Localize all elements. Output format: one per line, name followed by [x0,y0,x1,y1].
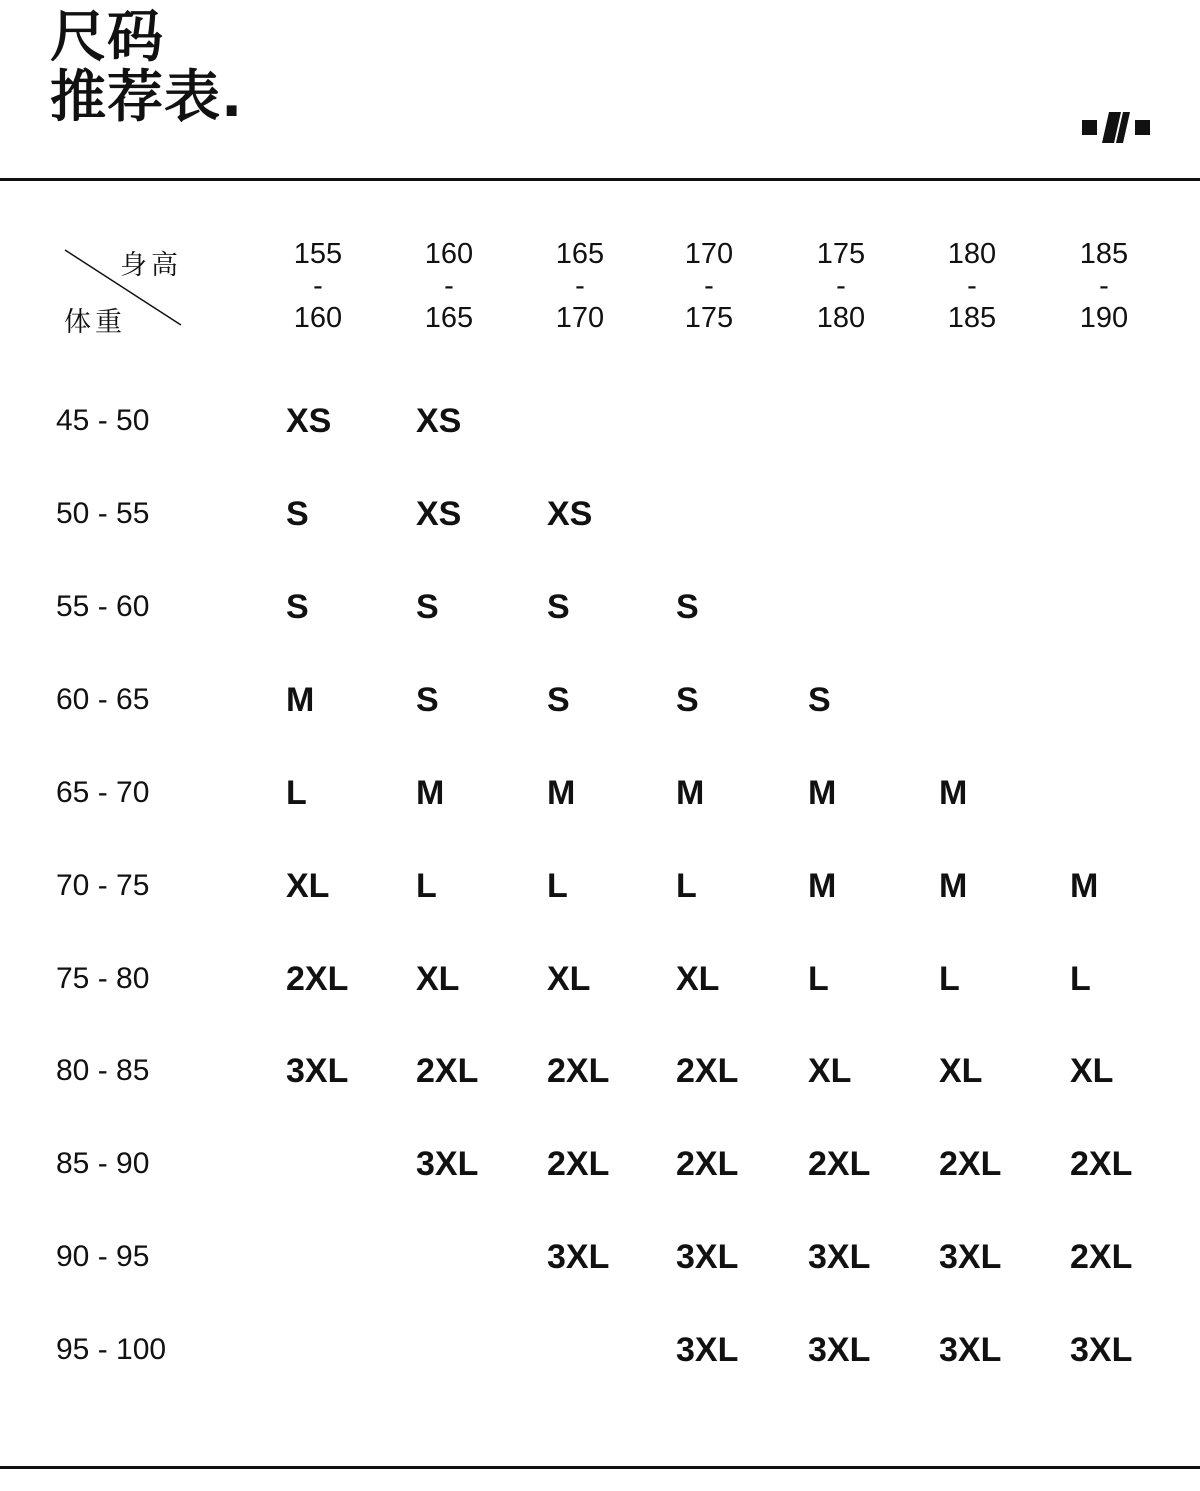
weight-row-label: 50 - 55 [56,497,150,530]
size-cell: 2XL [547,1145,610,1183]
size-cell: 2XL [416,1052,479,1090]
brand-logo-icon [1082,112,1152,146]
size-cell: S [286,495,309,533]
size-cell: XS [547,495,593,533]
size-cell: L [286,774,307,812]
size-cell: S [416,681,439,719]
height-range-sep: - [704,270,714,302]
height-range-sep: - [836,270,846,302]
weight-row-label: 75 - 80 [56,962,150,995]
size-cell: 2XL [286,960,349,998]
height-range-from: 170 [684,238,734,270]
size-cell: L [1070,960,1091,998]
weight-row-label: 70 - 75 [56,869,150,902]
height-range-from: 175 [816,238,866,270]
size-cell: XL [547,960,591,998]
page-title [50,5,244,130]
size-cell: 3XL [808,1238,871,1276]
size-cell: M [808,867,837,905]
size-cell: XL [939,1052,983,1090]
size-cell: S [808,681,831,719]
size-cell: XL [676,960,720,998]
size-cell: S [547,588,570,626]
size-cell: M [808,774,837,812]
weight-row-label: 45 - 50 [56,404,150,437]
size-cell: XL [1070,1052,1114,1090]
size-cell: 3XL [939,1331,1002,1369]
size-cell: 2XL [939,1145,1002,1183]
size-cell: 3XL [808,1331,871,1369]
height-column-header [535,238,625,334]
size-cell: XL [416,960,460,998]
size-cell: M [939,774,968,812]
bottom-divider [0,1466,1200,1469]
size-cell: 2XL [808,1145,871,1183]
height-range-to: 170 [555,302,605,334]
height-range-from: 155 [293,238,343,270]
size-cell: M [939,867,968,905]
size-cell: XS [416,495,462,533]
height-range-to: 185 [947,302,997,334]
height-column-header [1059,238,1149,334]
height-range-sep: - [575,270,585,302]
size-cell: 3XL [286,1052,349,1090]
weight-axis-label: 体重 [64,307,126,338]
size-cell: 2XL [676,1052,739,1090]
weight-row-label: 80 - 85 [56,1054,150,1087]
size-cell: L [939,960,960,998]
size-cell: 3XL [547,1238,610,1276]
height-range-from: 165 [555,238,605,270]
title-line-1: 尺码 [50,5,164,70]
size-cell: L [676,867,697,905]
size-cell: L [547,867,568,905]
size-cell: M [416,774,445,812]
size-cell: L [416,867,437,905]
height-range-to: 160 [293,302,343,334]
height-range-to: 165 [424,302,474,334]
height-range-to: 180 [816,302,866,334]
size-cell: 3XL [676,1238,739,1276]
size-cell: 3XL [676,1331,739,1369]
height-range-from: 185 [1079,238,1129,270]
height-range-sep: - [967,270,977,302]
height-column-header [664,238,754,334]
height-column-header [927,238,1017,334]
size-cell: S [286,588,309,626]
size-cell: M [676,774,705,812]
height-column-header [273,238,363,334]
height-range-to: 175 [684,302,734,334]
size-cell: XL [808,1052,852,1090]
height-column-header [796,238,886,334]
size-cell: M [547,774,576,812]
size-cell: 3XL [416,1145,479,1183]
weight-row-label: 55 - 60 [56,590,150,623]
size-cell: S [676,681,699,719]
weight-row-label: 65 - 70 [56,776,150,809]
size-cell: L [808,960,829,998]
weight-row-label: 90 - 95 [56,1240,150,1273]
height-range-from: 180 [947,238,997,270]
size-cell: 2XL [1070,1145,1133,1183]
weight-row-label: 85 - 90 [56,1147,150,1180]
size-cell: S [676,588,699,626]
height-range-sep: - [444,270,454,302]
size-cell: XL [286,867,330,905]
height-range-sep: - [1099,270,1109,302]
size-cell: 3XL [1070,1331,1133,1369]
height-range-to: 190 [1079,302,1129,334]
size-cell: XS [416,402,462,440]
weight-row-label: 95 - 100 [56,1333,167,1366]
height-range-sep: - [313,270,323,302]
title-line-2: 推荐表. [50,65,244,130]
height-axis-label: 身高 [120,250,182,281]
size-cell: S [547,681,570,719]
size-cell: M [1070,867,1099,905]
size-cell: XS [286,402,332,440]
height-range-from: 160 [424,238,474,270]
size-cell: 3XL [939,1238,1002,1276]
size-cell: 2XL [1070,1238,1133,1276]
size-cell: 2XL [547,1052,610,1090]
size-cell: M [286,681,315,719]
weight-row-label: 60 - 65 [56,683,150,716]
size-cell: S [416,588,439,626]
top-divider [0,178,1200,181]
height-column-header [404,238,494,334]
size-cell: 2XL [676,1145,739,1183]
